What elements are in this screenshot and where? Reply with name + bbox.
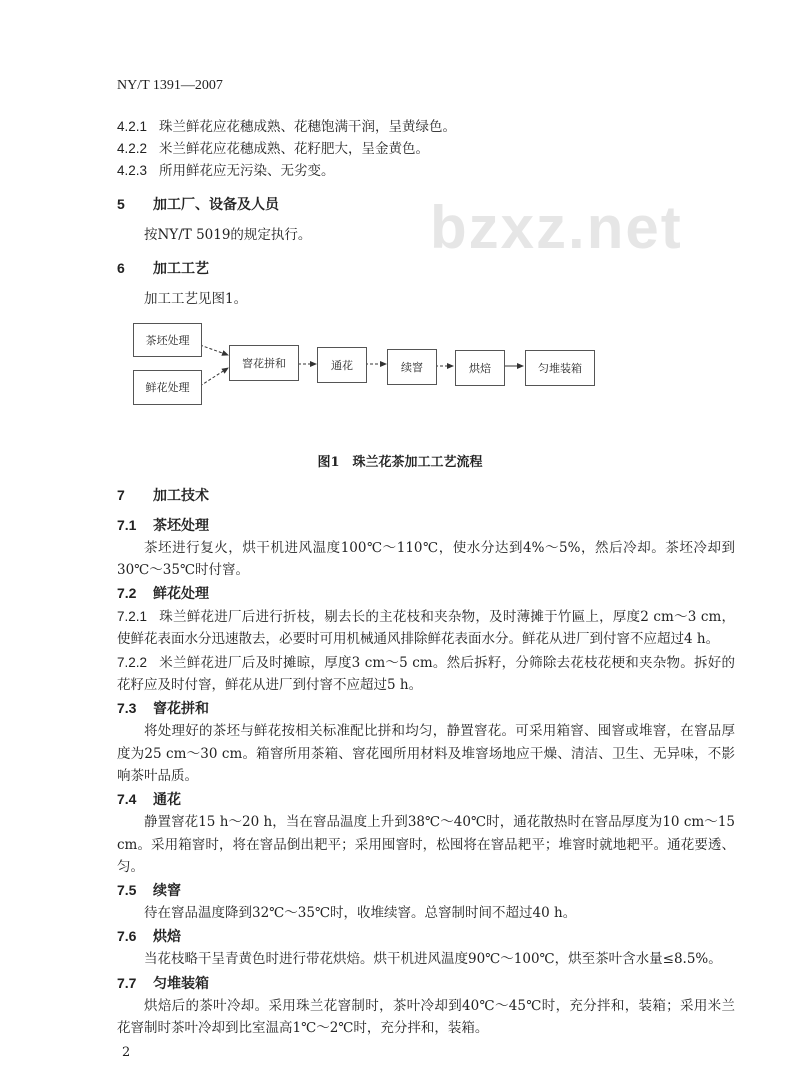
clause-4-2-1 [117, 116, 735, 138]
section-7-5-heading [117, 879, 735, 902]
section-title: 续窨 [153, 883, 181, 900]
section-title: 窨花拼和 [153, 701, 209, 718]
document-header: NY/T 1391—2007 [117, 78, 223, 93]
flow-box-tea-base: 茶坯处理 [133, 323, 202, 357]
clause-number: 7.2.2 [117, 654, 148, 670]
section-number: 7.4 [117, 791, 137, 808]
clause-text: 珠兰鲜花应花穗成熟、花穗饱满干润，呈黄绿色。 [159, 119, 457, 135]
figure-caption: 图1 珠兰花茶加工工艺流程 [317, 454, 483, 470]
section-7-7-text: 烘焙后的茶叶冷却。采用珠兰花窨制时，茶叶冷却到40℃～45℃时，充分拌和，装箱；采用米兰花窨制时茶叶冷却到比室温高1℃～2℃时，充分拌和，装箱。 [117, 997, 735, 1037]
section-title: 鲜花处理 [153, 586, 209, 603]
section-7-3-text: 将处理好的茶坯与鲜花按相关标准配比拼和均匀，静置窨花。可采用箱窨、囤窨或堆窨，在窨品厚度为25 cm～30 cm。箱窨所用茶箱、窨花囤所用材料及堆窨场地应干燥、清洁、卫生、无异味，不影响茶叶品质。 [117, 723, 735, 784]
section-number: 7 [117, 486, 125, 503]
section-7-4-heading [117, 788, 735, 811]
flow-box-ventilation: 通花 [317, 347, 367, 383]
section-7-7-heading [117, 972, 735, 995]
section-7-6-heading [117, 925, 735, 948]
flow-box-blend-pack: 匀堆装箱 [525, 350, 595, 386]
section-title: 通花 [153, 792, 181, 809]
section-number: 7.6 [117, 928, 137, 945]
section-title: 烘焙 [153, 929, 181, 946]
section-7-1-heading [117, 514, 735, 537]
section-title: 加工工艺 [153, 261, 209, 278]
section-number: 7.1 [117, 516, 137, 533]
section-7-1-text: 茶坯进行复火，烘干机进风温度100℃～110℃，使水分达到4%～5%，然后冷却。茶坯冷却到30℃～35℃时付窨。 [117, 539, 735, 578]
section-7-4-text: 静置窨花15 h～20 h，当在窨品温度上升到38℃～40℃时，通花散热时在窨品厚度为10 cm～15 cm。采用箱窨时，将在窨品倒出耙平；采用囤窨时，松囤将在窨品耙平；堆窨时就地耙平。通花要透、匀。 [117, 814, 735, 875]
section-number: 7.3 [117, 700, 137, 717]
section-7-heading [117, 484, 735, 507]
section-7-6-text: 当花枝略干呈青黄色时进行带花烘焙。烘干机进风温度90℃～100℃，烘至茶叶含水量≤8.5%。 [144, 951, 722, 968]
section-6-heading [117, 257, 735, 280]
flow-box-continued-scenting: 续窨 [387, 349, 437, 385]
section-5-text: 按NY/T 5019的规定执行。 [144, 227, 312, 243]
section-7-3-heading [117, 697, 735, 720]
section-7-2-heading [117, 582, 735, 605]
section-number: 7.5 [117, 882, 137, 899]
clause-4-2-2 [117, 138, 735, 160]
flow-box-scenting-blend: 窨花拼和 [229, 345, 299, 381]
section-7-5-text: 待在窨品温度降到32℃～35℃时，收堆续窨。总窨制时间不超过40 h。 [144, 905, 577, 922]
arrow [200, 368, 228, 386]
clause-number: 4.2.2 [117, 141, 148, 156]
section-title: 加工技术 [153, 487, 209, 504]
section-number: 6 [117, 260, 125, 277]
section-7-2-2-text [117, 652, 735, 697]
section-title: 茶坯处理 [153, 517, 209, 534]
clause-4-2-3 [117, 160, 735, 182]
section-number: 7.2 [117, 585, 137, 602]
section-5-heading [117, 193, 735, 216]
clause-text: 米兰鲜花进厂后及时摊晾，厚度3 cm～5 cm。然后拆籽，分筛除去花枝花梗和夹杂物。拆好的花籽应及时付窨，鲜花从进厂到付窨不应超过5 h。 [117, 654, 735, 694]
clause-number: 4.2.3 [117, 163, 148, 178]
section-title: 匀堆装箱 [153, 975, 209, 992]
clause-number: 7.2.1 [117, 609, 148, 625]
watermark: bzxz.net [430, 194, 683, 261]
page-number: 2 [122, 1045, 131, 1061]
flow-box-fresh-flower: 鲜花处理 [133, 370, 202, 405]
section-7-2-1-text [117, 606, 735, 651]
process-flowchart [0, 319, 800, 449]
clause-text: 珠兰鲜花进厂后进行折枝，剔去长的主花枝和夹杂物，及时薄摊于竹匾上，厚度2 cm～3 cm，使鲜花表面水分迅速散去，必要时可用机械通风排除鲜花表面水分。鲜花从进厂到付窨不应超过4 h。 [117, 609, 735, 648]
section-6-text: 加工工艺见图1。 [144, 291, 248, 308]
section-title: 加工厂、设备及人员 [153, 197, 279, 213]
section-number: 7.7 [117, 974, 137, 991]
flow-box-baking: 烘焙 [455, 350, 505, 386]
clause-number: 4.2.1 [117, 119, 148, 134]
arrow [200, 345, 228, 355]
clause-text: 所用鲜花应无污染、无劣变。 [159, 163, 335, 179]
section-number: 5 [117, 196, 125, 212]
clause-text: 米兰鲜花应花穗成熟、花籽肥大，呈金黄色。 [159, 141, 430, 157]
